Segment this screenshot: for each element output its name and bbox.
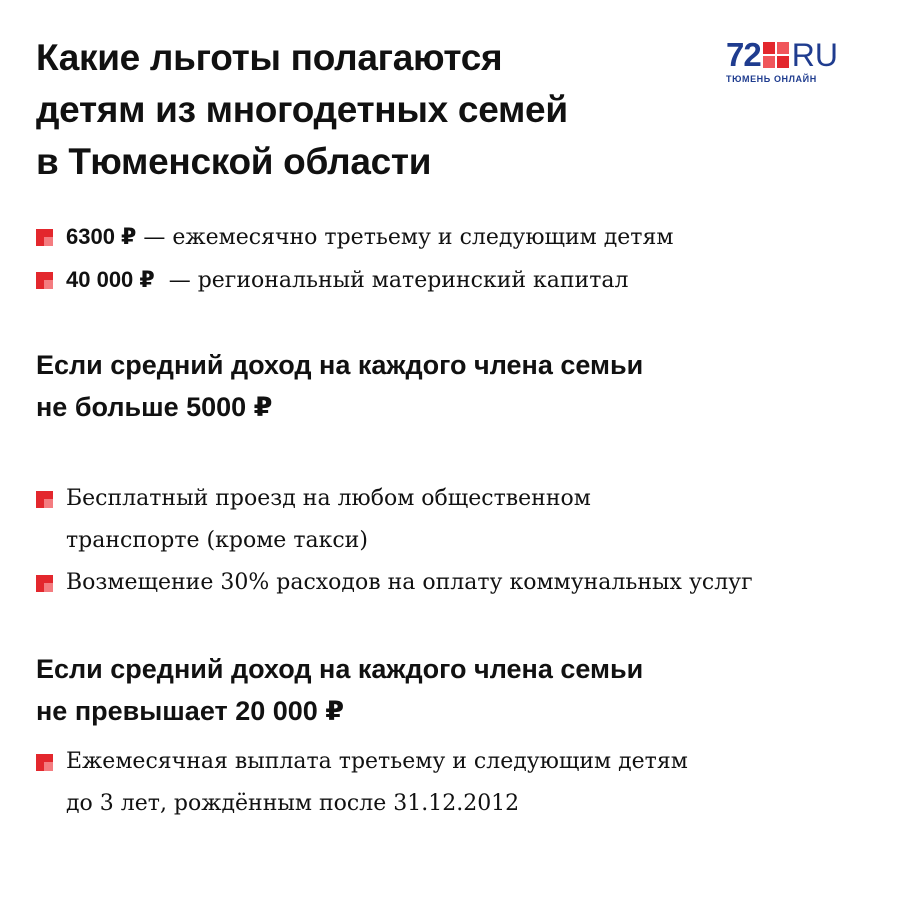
benefit-amount: 6300 ₽: [66, 224, 137, 249]
title-line-3: в Тюменской области: [36, 141, 432, 182]
logo-wordmark: [726, 38, 876, 72]
benefit-text-line-2: транспорте (кроме такси): [66, 528, 368, 553]
benefit-text: — региональный материнский капитал: [154, 268, 629, 293]
benefit-text-line-1: Возмещение 30% расходов на оплату коммунальных услуг: [66, 570, 753, 595]
benefit-text-line-2: до 3 лет, рождённым после 31.12.2012: [66, 791, 520, 816]
bullet-square-icon: [36, 754, 53, 771]
list-item: [36, 562, 753, 604]
page-title: [36, 32, 676, 188]
heading-line-1: Если средний доход на каждого члена семьи: [36, 654, 644, 684]
benefit-text: — ежемесячно третьему и следующим детям: [136, 225, 674, 250]
logo-suffix: RU: [791, 37, 838, 73]
list-item: [36, 478, 753, 562]
title-line-2: детям из многодетных семей: [36, 89, 568, 130]
heading-line-1: Если средний доход на каждого члена семьи: [36, 350, 644, 380]
heading-line-2: не превышает 20 000 ₽: [36, 696, 345, 726]
benefits-list-income-20000: [36, 741, 688, 825]
benefits-list-income-5000: [36, 478, 753, 604]
benefit-text-line-1: Бесплатный проезд на любом общественном: [66, 486, 591, 511]
site-logo: [726, 38, 876, 88]
list-item: [36, 741, 688, 825]
heading-line-2: не больше 5000 ₽: [36, 392, 273, 422]
section-heading-income-5000: [36, 344, 643, 428]
bullet-square-icon: [36, 272, 53, 289]
bullet-square-icon: [36, 575, 53, 592]
benefit-amount: 40 000 ₽: [66, 267, 155, 292]
list-item: [36, 259, 673, 302]
bullet-square-icon: [36, 229, 53, 246]
logo-tagline: ТЮМЕНЬ ОНЛАЙН: [726, 74, 817, 84]
title-line-1: Какие льготы полагаются: [36, 37, 503, 78]
benefits-list-general: [36, 216, 673, 302]
bullet-square-icon: [36, 491, 53, 508]
logo-square-icon: [763, 42, 789, 68]
logo-number: 72: [726, 36, 761, 73]
benefit-text-line-1: Ежемесячная выплата третьему и следующим детям: [66, 749, 688, 774]
section-heading-income-20000: [36, 648, 643, 732]
list-item: [36, 216, 673, 259]
